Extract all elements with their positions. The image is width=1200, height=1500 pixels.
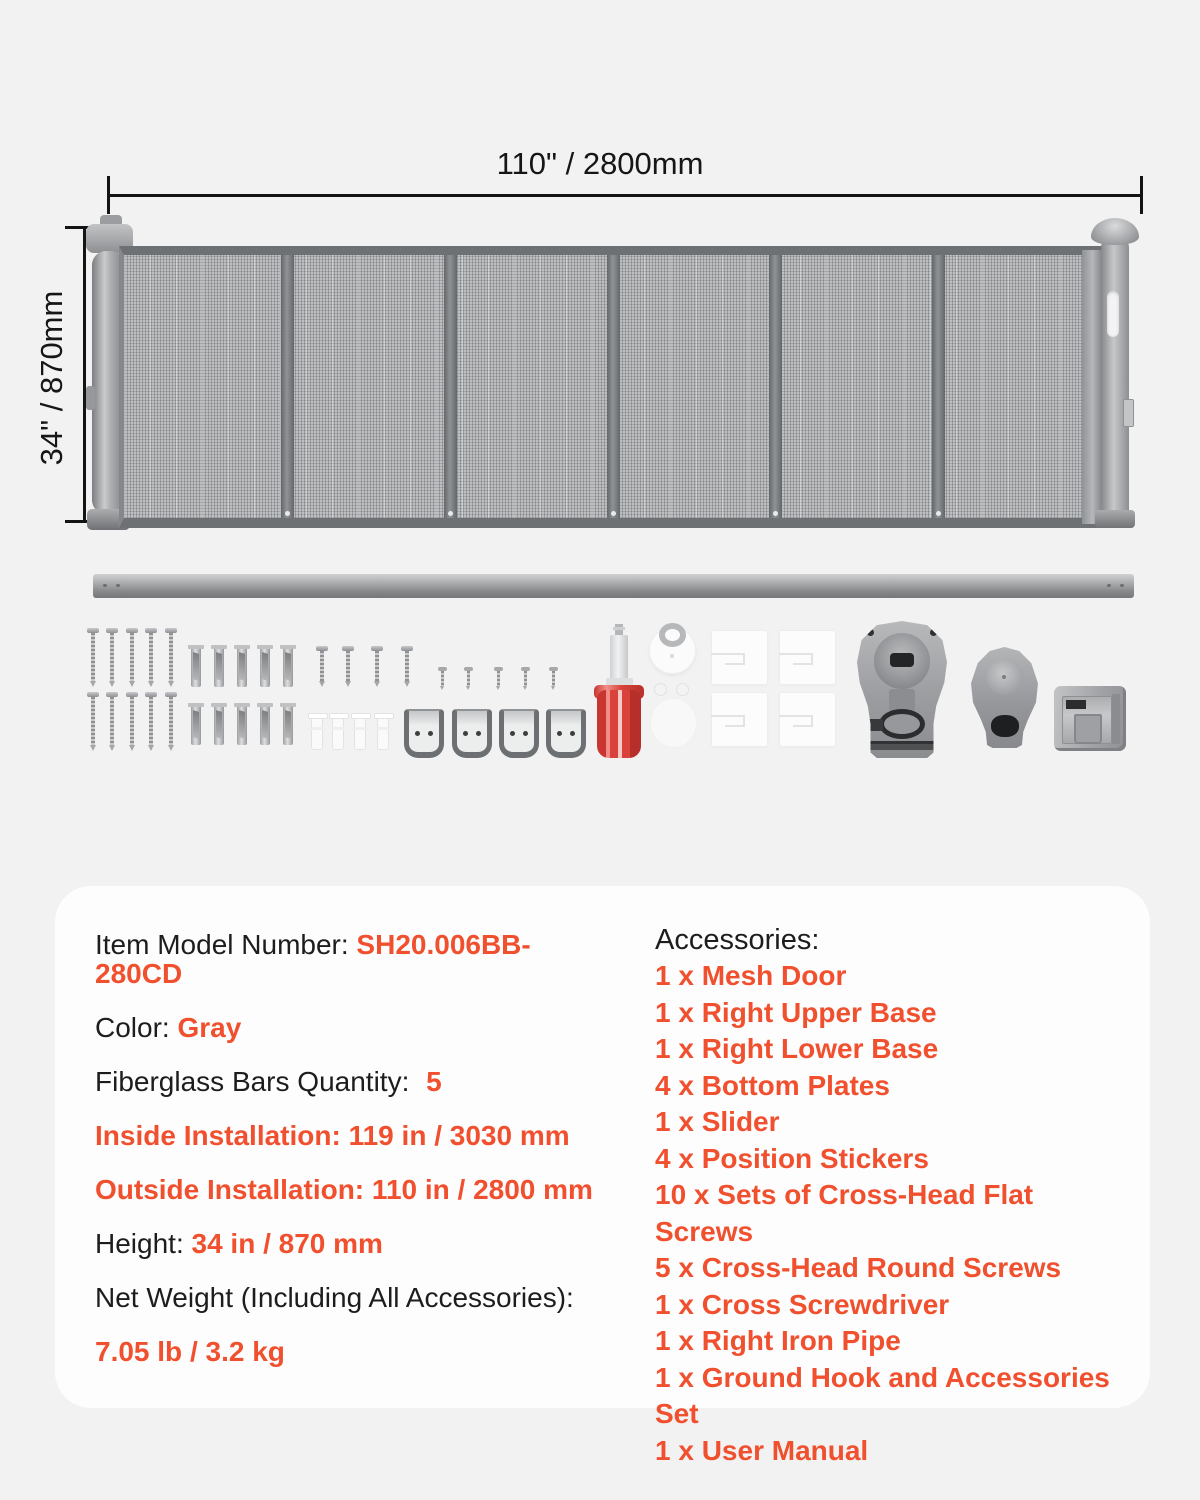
right-iron-pipe <box>93 574 1134 598</box>
color-label: Color: <box>95 1012 178 1043</box>
base-latch <box>865 719 883 731</box>
accessory-item: 5 x Cross-Head Round Screws <box>655 1252 1062 1283</box>
flat-screw <box>149 697 153 746</box>
slider-ridge <box>1112 694 1120 744</box>
wall-anchor <box>214 704 224 745</box>
lower-base-pin <box>1002 675 1006 679</box>
accessory-item: 1 x Cross Screwdriver <box>655 1288 950 1320</box>
plastic-plug <box>311 713 323 750</box>
screwdriver-bit-cross <box>613 627 625 630</box>
accessory-item: 1 x Right Iron Pipe <box>655 1325 901 1356</box>
plastic-plug <box>354 713 366 750</box>
wall-anchor <box>191 704 201 745</box>
pipe-hole <box>1120 584 1124 587</box>
item-model-label: Item Model Number: <box>95 929 357 960</box>
bars-value: 5 <box>426 1066 442 1097</box>
round-screw <box>497 671 500 686</box>
wall-anchor <box>260 646 270 687</box>
width-dimension-label: 110" / 2800mm <box>496 146 704 181</box>
base-screw <box>930 629 937 636</box>
slider-slot <box>1066 700 1086 709</box>
spec-panel <box>55 886 1150 1466</box>
right-post <box>1101 241 1129 516</box>
base-oval-socket <box>879 709 925 739</box>
right-post-foot <box>1095 510 1135 528</box>
round-screw <box>441 671 444 686</box>
pipe-hole <box>1107 584 1111 587</box>
cross-screwdriver <box>594 622 646 758</box>
wall-anchor <box>191 646 201 687</box>
accessories-title: Accessories: <box>655 924 820 956</box>
width-dimension-tick-left <box>107 176 110 214</box>
right-lower-base <box>971 647 1038 748</box>
small-disc <box>654 683 667 696</box>
spec-row-item-model <box>95 930 595 988</box>
spec-row-color <box>95 1013 595 1042</box>
large-disc <box>650 698 697 748</box>
pipe-hole <box>116 584 120 587</box>
color-value: Gray <box>177 1012 242 1043</box>
width-dimension-line <box>108 194 1143 197</box>
accessory-item: 1 x Ground Hook and Accessories Set <box>655 1361 1110 1429</box>
bottom-plate <box>404 709 444 758</box>
flat-screw <box>130 633 134 682</box>
flat-screw-medium <box>346 651 350 682</box>
bottom-plate <box>452 709 492 758</box>
fiberglass-bar <box>444 255 457 518</box>
spec-row-height <box>95 1229 595 1258</box>
plastic-plug <box>332 713 344 750</box>
accessory-item: 10 x Sets of Cross-Head Flat Screws <box>655 1179 1034 1247</box>
accessory-item: 1 x Mesh Door <box>655 960 847 991</box>
spec-row-net-weight-label: Net Weight (Including All Accessories): <box>95 1282 574 1313</box>
bottom-plate <box>499 709 539 758</box>
flat-screw-medium <box>375 651 379 682</box>
fiberglass-bar <box>932 255 945 518</box>
accessory-item: 4 x Bottom Plates <box>655 1069 890 1101</box>
spec-column-left <box>95 930 595 1366</box>
bars-label: Fiberglass Bars Quantity: <box>95 1066 418 1097</box>
round-screw <box>467 671 470 686</box>
wall-anchor <box>237 646 247 687</box>
pipe-hole <box>103 584 107 587</box>
ground-hook-ring <box>659 623 686 647</box>
handle-slot <box>1107 291 1119 337</box>
flat-screw <box>169 697 173 746</box>
slider <box>1054 686 1126 751</box>
wall-anchor <box>214 646 224 687</box>
fiberglass-bar <box>607 255 620 518</box>
height-dimension-line <box>83 227 86 523</box>
spec-row-inside-installation: Inside Installation: 119 in / 3030 mm <box>95 1120 570 1151</box>
sticker-notch <box>711 692 768 747</box>
base-screw <box>867 629 874 636</box>
bottom-plate <box>546 709 586 758</box>
accessory-item: 4 x Position Stickers <box>655 1142 929 1174</box>
door-edge-bar <box>1082 250 1103 524</box>
wall-anchor <box>283 704 293 745</box>
small-disc <box>676 683 689 696</box>
fiberglass-bar <box>769 255 782 518</box>
flat-screw <box>91 697 95 746</box>
plastic-plug <box>377 713 389 750</box>
flat-screw <box>110 633 114 682</box>
height-value: 34 in / 870 mm <box>191 1228 383 1259</box>
flat-screw-medium <box>320 651 324 682</box>
spec-column-accessories <box>655 922 1135 1469</box>
position-sticker <box>711 692 768 747</box>
round-screw <box>524 671 527 686</box>
accessory-item: 1 x User Manual <box>655 1434 869 1466</box>
wall-anchor <box>283 646 293 687</box>
spec-row-net-weight-value: 7.05 lb / 3.2 kg <box>95 1336 285 1367</box>
lower-base-hole <box>991 715 1019 737</box>
flat-screw <box>169 633 173 682</box>
round-screw <box>552 671 555 686</box>
sticker-notch <box>711 630 768 685</box>
base-bar <box>867 744 939 750</box>
screwdriver-handle <box>597 690 641 758</box>
accessory-item: 1 x Slider <box>655 1106 780 1137</box>
wall-anchor <box>237 704 247 745</box>
width-dimension-tick-right <box>1140 176 1143 214</box>
spec-row-bars <box>95 1067 595 1096</box>
position-sticker <box>779 692 836 747</box>
sticker-notch <box>779 630 836 685</box>
left-post-tab <box>86 386 95 410</box>
spec-row-outside-installation: Outside Installation: 110 in / 2800 mm <box>95 1174 593 1205</box>
flat-screw <box>130 697 134 746</box>
ground-hook-pin <box>670 654 674 658</box>
position-sticker <box>711 630 768 685</box>
accessory-item: 1 x Right Upper Base <box>655 996 937 1028</box>
right-upper-base <box>857 621 947 758</box>
base-slot <box>890 653 914 667</box>
sticker-notch <box>779 692 836 747</box>
fiberglass-bar <box>281 255 294 518</box>
flat-screw <box>91 633 95 682</box>
item-model-value: SH20.006BB-280CD <box>95 929 531 989</box>
slider-tab <box>1074 714 1102 744</box>
wall-anchor <box>260 704 270 745</box>
position-sticker <box>779 630 836 685</box>
accessory-item: 1 x Right Lower Base <box>655 1033 939 1064</box>
flat-screw-medium <box>405 651 409 682</box>
height-label: Height: <box>95 1228 192 1259</box>
height-dimension-label: 34" / 870mm <box>34 290 69 466</box>
flat-screw <box>149 633 153 682</box>
right-post-cap <box>1091 218 1139 245</box>
flat-screw <box>110 697 114 746</box>
latch <box>1123 399 1134 427</box>
base-neck <box>889 689 915 711</box>
